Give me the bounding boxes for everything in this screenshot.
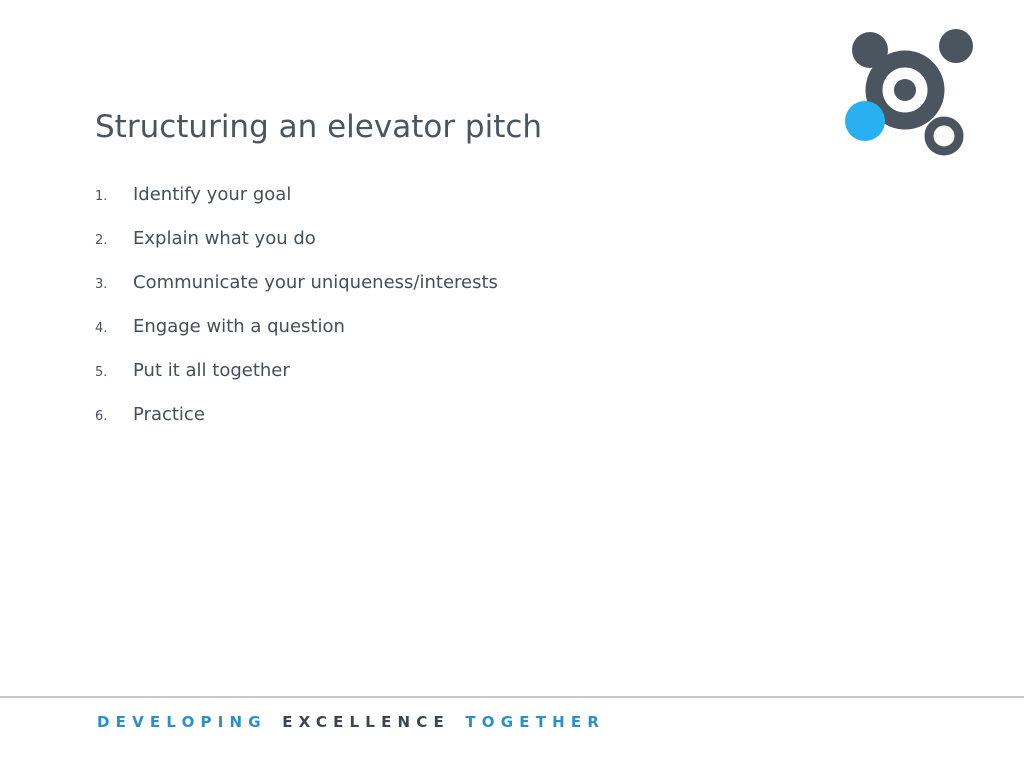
list-item <box>95 316 498 360</box>
step-number: 4. <box>95 321 108 336</box>
step-number: 3. <box>95 277 108 292</box>
step-text: Identify your goal <box>133 184 292 205</box>
step-text: Put it all together <box>133 360 290 381</box>
step-number: 1. <box>95 189 108 204</box>
step-number: 2. <box>95 233 108 248</box>
logo-accent-dot <box>845 101 885 141</box>
step-text: Engage with a question <box>133 316 345 337</box>
slide-title: Structuring an elevator pitch <box>95 109 543 145</box>
list-item <box>95 360 498 404</box>
list-item <box>95 228 498 272</box>
list-item <box>95 272 498 316</box>
steps-list <box>95 184 498 448</box>
step-text: Practice <box>133 404 205 425</box>
step-number: 6. <box>95 409 108 424</box>
step-number: 5. <box>95 365 108 380</box>
footer-divider <box>0 696 1024 698</box>
footer-tagline <box>97 713 605 731</box>
logo-top-left-dot <box>852 32 888 68</box>
tagline-word-excellence: EXCELLENCE <box>282 713 450 731</box>
list-item <box>95 184 498 228</box>
step-text: Communicate your uniqueness/interests <box>133 272 498 293</box>
step-text: Explain what you do <box>133 228 316 249</box>
logo-bottom-right-ring <box>929 121 959 151</box>
list-item <box>95 404 498 448</box>
tagline-word-developing: DEVELOPING <box>97 713 267 731</box>
circles-logo-icon <box>838 22 983 167</box>
logo-center-dot <box>894 79 916 101</box>
logo-top-right-dot <box>939 29 973 63</box>
tagline-word-together: TOGETHER <box>465 713 606 731</box>
